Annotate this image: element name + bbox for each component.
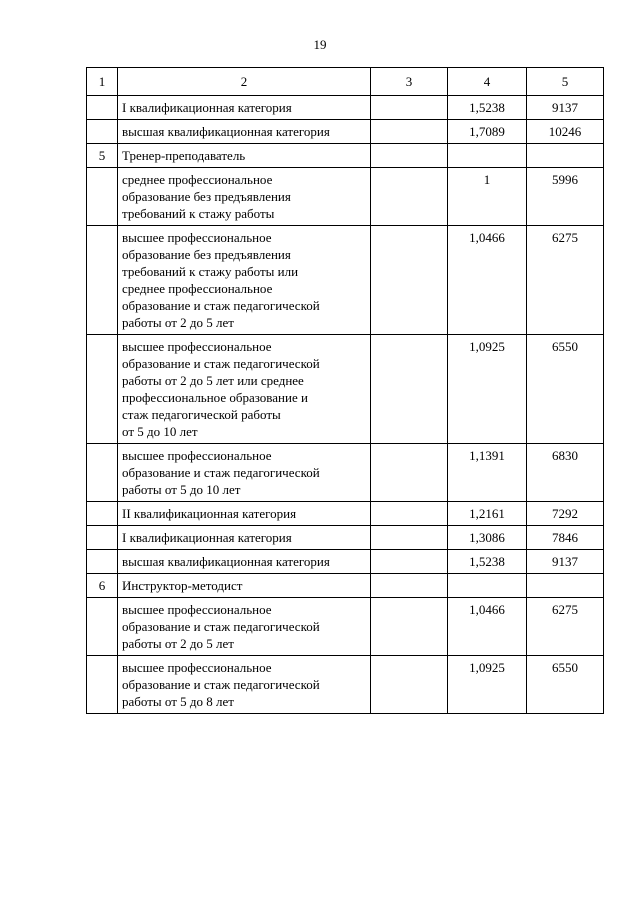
row-coefficient-cell <box>448 574 527 598</box>
table-row <box>87 444 604 502</box>
row-description-cell: высшее профессиональное образование и стаж педагогической работы от 2 до 5 лет или среднее профессиональное образование и стаж педагогической работы от 5 до 10 лет <box>118 335 371 444</box>
column-header-3: 3 <box>371 68 448 96</box>
row-column3-cell <box>371 526 448 550</box>
row-number-cell <box>87 526 118 550</box>
row-number-cell <box>87 502 118 526</box>
row-column3-cell <box>371 444 448 502</box>
row-coefficient-cell: 1,2161 <box>448 502 527 526</box>
row-column3-cell <box>371 656 448 714</box>
page-number: 19 <box>313 37 327 52</box>
row-amount-cell: 9137 <box>527 550 604 574</box>
row-column3-cell <box>371 120 448 144</box>
table-row <box>87 656 604 714</box>
row-number-cell: 6 <box>87 574 118 598</box>
table-row <box>87 335 604 444</box>
row-coefficient-cell: 1,0466 <box>448 226 527 335</box>
row-coefficient-cell: 1,3086 <box>448 526 527 550</box>
table-body <box>87 96 604 714</box>
column-header-2: 2 <box>118 68 371 96</box>
row-description-cell: высшее профессиональное образование и стаж педагогической работы от 2 до 5 лет <box>118 598 371 656</box>
row-coefficient-cell: 1,0466 <box>448 598 527 656</box>
row-description-cell: высшее профессиональное образование и стаж педагогической работы от 5 до 10 лет <box>118 444 371 502</box>
table-row <box>87 120 604 144</box>
row-coefficient-cell: 1,1391 <box>448 444 527 502</box>
row-column3-cell <box>371 502 448 526</box>
table-row <box>87 502 604 526</box>
row-description-cell: высшее профессиональное образование без предъявления требований к стажу работы или среднее профессиональное образование и стаж педагогической работы от 2 до 5 лет <box>118 226 371 335</box>
row-coefficient-cell: 1 <box>448 168 527 226</box>
column-header-4: 4 <box>448 68 527 96</box>
row-coefficient-cell: 1,7089 <box>448 120 527 144</box>
row-description-cell: I квалификационная категория <box>118 526 371 550</box>
table-row <box>87 168 604 226</box>
row-coefficient-cell: 1,5238 <box>448 550 527 574</box>
row-column3-cell <box>371 168 448 226</box>
row-coefficient-cell: 1,0925 <box>448 335 527 444</box>
row-amount-cell: 7292 <box>527 502 604 526</box>
row-amount-cell: 6275 <box>527 598 604 656</box>
table-header-row <box>87 68 604 96</box>
row-coefficient-cell: 1,5238 <box>448 96 527 120</box>
column-header-1: 1 <box>87 68 118 96</box>
table-row <box>87 96 604 120</box>
row-description-cell: II квалификационная категория <box>118 502 371 526</box>
row-amount-cell: 10246 <box>527 120 604 144</box>
row-amount-cell: 6550 <box>527 335 604 444</box>
row-number-cell <box>87 335 118 444</box>
row-number-cell <box>87 656 118 714</box>
column-header-5: 5 <box>527 68 604 96</box>
row-amount-cell: 9137 <box>527 96 604 120</box>
row-number-cell: 5 <box>87 144 118 168</box>
table-row <box>87 598 604 656</box>
row-column3-cell <box>371 96 448 120</box>
row-number-cell <box>87 550 118 574</box>
row-number-cell <box>87 444 118 502</box>
row-number-cell <box>87 598 118 656</box>
row-number-cell <box>87 96 118 120</box>
row-amount-cell: 7846 <box>527 526 604 550</box>
row-description-cell: Тренер-преподаватель <box>118 144 371 168</box>
row-description-cell: высшее профессиональное образование и стаж педагогической работы от 5 до 8 лет <box>118 656 371 714</box>
table-row <box>87 550 604 574</box>
row-description-cell: Инструктор-методист <box>118 574 371 598</box>
row-coefficient-cell <box>448 144 527 168</box>
row-amount-cell: 6830 <box>527 444 604 502</box>
row-column3-cell <box>371 550 448 574</box>
row-column3-cell <box>371 574 448 598</box>
row-amount-cell: 6275 <box>527 226 604 335</box>
row-coefficient-cell: 1,0925 <box>448 656 527 714</box>
row-description-cell: I квалификационная категория <box>118 96 371 120</box>
row-column3-cell <box>371 144 448 168</box>
row-column3-cell <box>371 335 448 444</box>
row-amount-cell: 6550 <box>527 656 604 714</box>
table-row <box>87 226 604 335</box>
row-column3-cell <box>371 598 448 656</box>
row-description-cell: высшая квалификационная категория <box>118 120 371 144</box>
table-row <box>87 144 604 168</box>
row-number-cell <box>87 226 118 335</box>
row-description-cell: высшая квалификационная категория <box>118 550 371 574</box>
row-number-cell <box>87 120 118 144</box>
row-amount-cell: 5996 <box>527 168 604 226</box>
row-amount-cell <box>527 574 604 598</box>
row-amount-cell <box>527 144 604 168</box>
salary-coefficient-table <box>86 67 604 714</box>
table-row <box>87 574 604 598</box>
row-description-cell: среднее профессиональное образование без предъявления требований к стажу работы <box>118 168 371 226</box>
table-row <box>87 526 604 550</box>
row-number-cell <box>87 168 118 226</box>
row-column3-cell <box>371 226 448 335</box>
